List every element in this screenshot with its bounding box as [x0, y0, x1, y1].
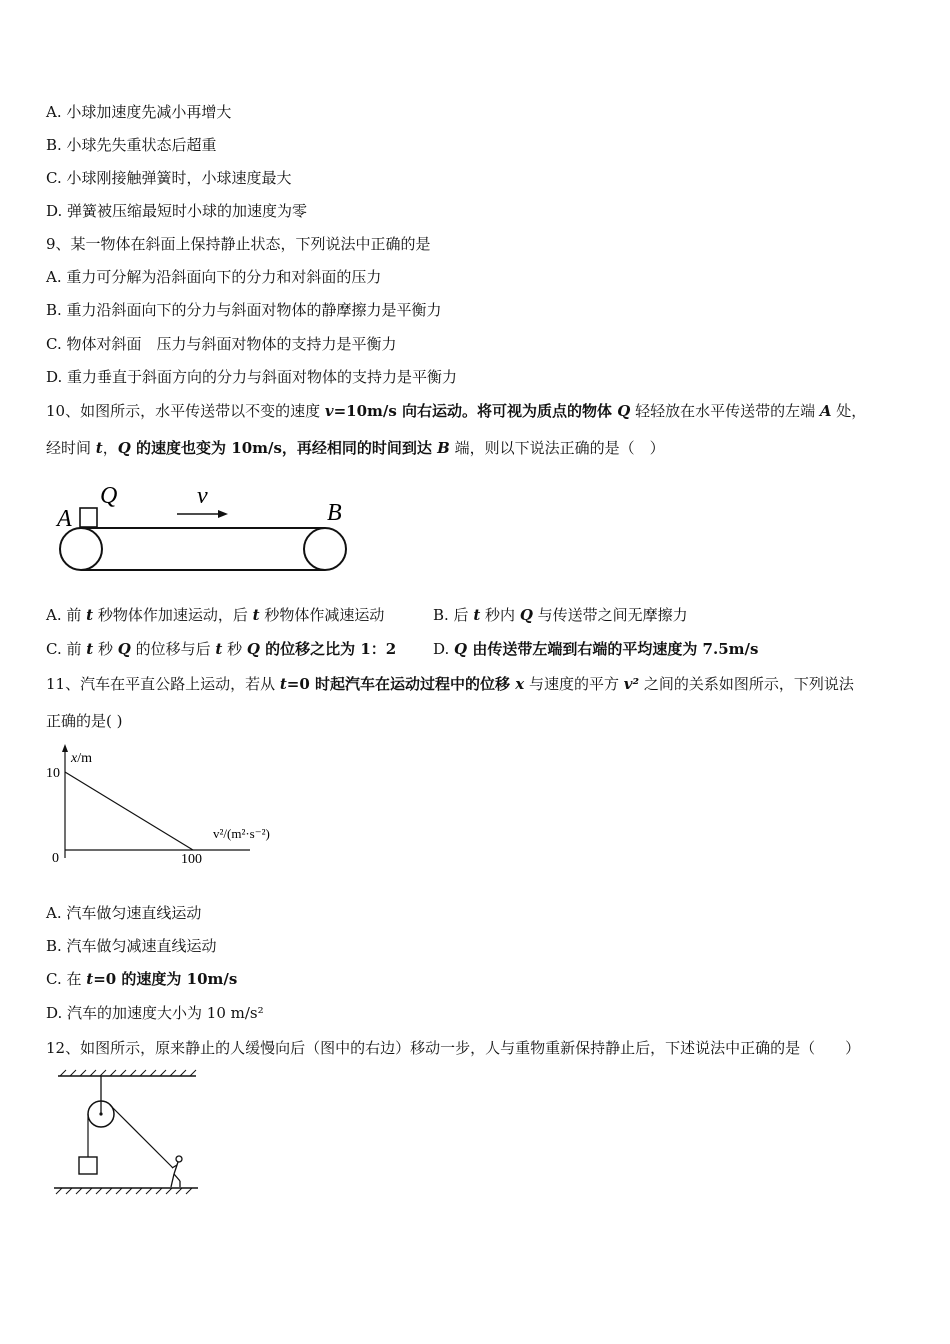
label-b: B: [327, 500, 342, 526]
q8-option-d: D. 弹簧被压缩最短时小球的加速度为零: [46, 202, 308, 220]
q10-stem-line2: 经时间 t，Q 的速度也变为 10m/s，再经相同的时间到达 B 端，则以下说法正确的是（ ）: [46, 439, 665, 457]
label-v: v: [197, 483, 208, 509]
q9-option-a: A. 重力可分解为沿斜面向下的分力和对斜面的压力: [46, 268, 382, 286]
label-a: A: [57, 506, 72, 532]
q10-option-a: A. 前 t 秒物体作加速运动，后 t 秒物体作减速运动: [46, 606, 385, 624]
object-q-block: [80, 508, 97, 527]
q10-stem-line1: 10、如图所示，水平传送带以不变的速度 v=10m/s 向右运动。将可视为质点的物体 Q 轻轻放在水平传送带的左端 A 处，: [46, 402, 867, 420]
q9-option-d: D. 重力垂直于斜面方向的分力与斜面对物体的支持力是平衡力: [46, 368, 458, 386]
y-axis-label: [70, 751, 92, 766]
conveyor-belt-diagram: [50, 475, 360, 580]
q8-option-c: C. 小球刚接触弹簧时，小球速度最大: [46, 169, 292, 187]
x-tick-label: 100: [181, 852, 202, 867]
person-icon: [171, 1156, 182, 1187]
q11-stem-line2: 正确的是( ): [46, 712, 123, 730]
x-v2-chart: [40, 740, 300, 875]
q11-stem-line1: 11、汽车在平直公路上运动，若从 t=0 时起汽车在运动过程中的位移 x 与速度的平方 v² 之间的关系如图所示，下列说法: [46, 675, 854, 693]
q11-option-b: B. 汽车做匀减速直线运动: [46, 937, 217, 955]
series-line: [65, 772, 193, 850]
q10-option-b: B. 后 t 秒内 Q 与传送带之间无摩擦力: [433, 606, 688, 624]
q9-option-c: C. 物体对斜面 压力与斜面对物体的支持力是平衡力: [46, 335, 397, 353]
q9-stem: 9、某一物体在斜面上保持静止状态，下列说法中正确的是: [46, 235, 431, 253]
y-axis-label-unit: /m: [77, 751, 92, 766]
y-tick-label: 10: [46, 766, 60, 781]
q11-option-a: A. 汽车做匀速直线运动: [46, 904, 202, 922]
q12-stem: 12、如图所示，原来静止的人缓慢向后（图中的右边）移动一步，人与重物重新保持静止后，下述说法中正确的是（ ）: [46, 1039, 861, 1057]
q10-option-c: C. 前 t 秒 Q 的位移与后 t 秒 Q 的位移之比为 1：2: [46, 640, 397, 658]
q9-option-b: B. 重力沿斜面向下的分力与斜面对物体的静摩擦力是平衡力: [46, 301, 442, 319]
rope-to-person: [110, 1105, 173, 1168]
q11-option-c: C. 在 t=0 的速度为 10m/s: [46, 970, 238, 988]
left-pulley: [60, 528, 102, 570]
pulley-axle: [99, 1112, 102, 1115]
y-axis-arrow: [62, 744, 68, 752]
q8-option-a: A. 小球加速度先减小再增大: [46, 103, 232, 121]
ceiling-hatching: [60, 1070, 196, 1076]
pulley-person-diagram: [50, 1068, 205, 1198]
label-q: Q: [100, 483, 118, 509]
q8-option-b: B. 小球先失重状态后超重: [46, 136, 217, 154]
ground-hatching: [56, 1188, 192, 1194]
right-pulley: [304, 528, 346, 570]
origin-label: 0: [52, 851, 59, 866]
q10-option-d: D. Q 由传送带左端到右端的平均速度为 7.5m/s: [433, 640, 759, 658]
q11-option-d: D. 汽车的加速度大小为 10 m/s²: [46, 1004, 264, 1022]
y-axis-label-var: x: [71, 751, 78, 766]
x-axis-label: v²/(m²·s⁻²): [213, 826, 270, 841]
velocity-arrow-head: [218, 510, 228, 518]
hanging-weight: [79, 1157, 97, 1174]
